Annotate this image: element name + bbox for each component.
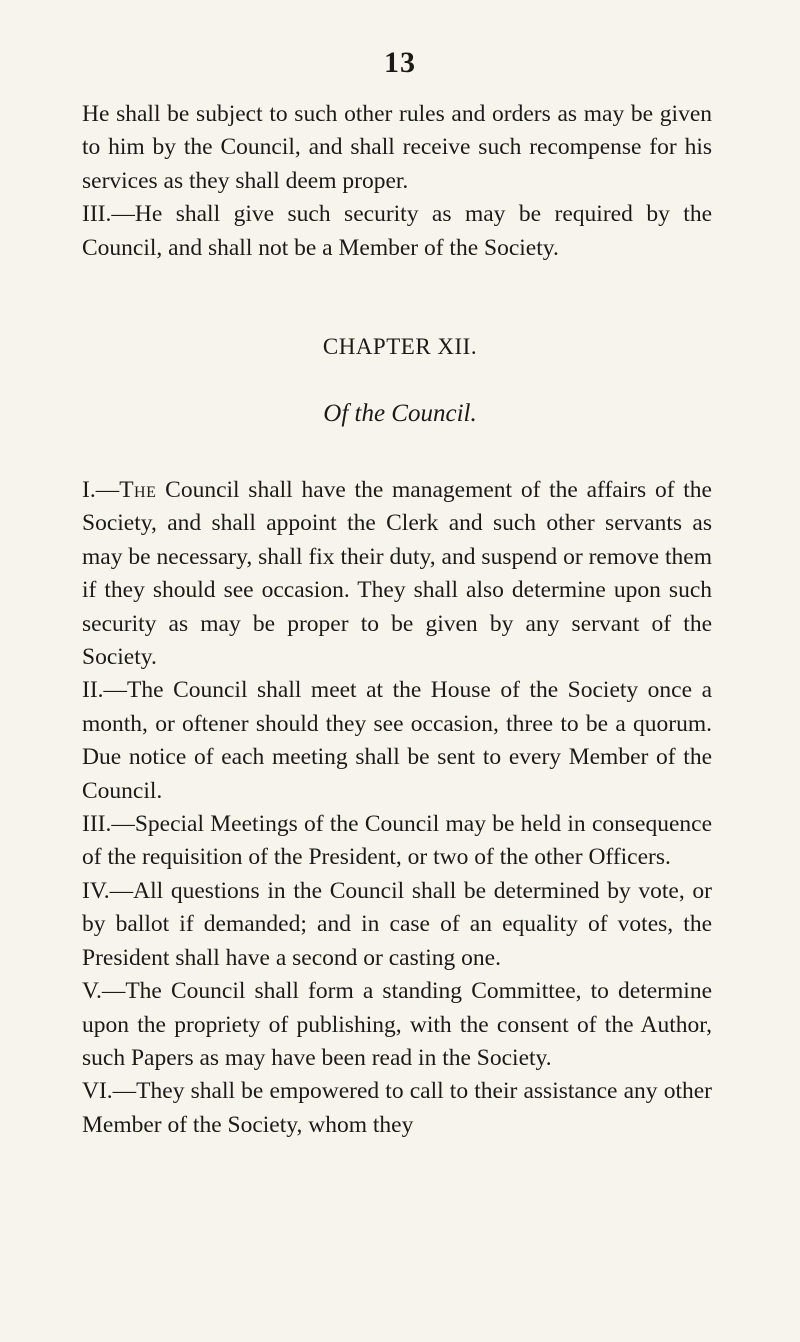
chapter-body <box>82 474 712 1142</box>
section-iv: IV.—All questions in the Council shall be determined by vote, or by ballot if demanded; and in case of an equality of votes, the President shall have a second or casting one. <box>82 877 712 971</box>
section-i <box>82 474 712 674</box>
section-v: V.—The Council shall form a standing Committee, to determine upon the propriety of publishing, with the consent of the Author, such Papers as may have been read in the Society. <box>82 978 712 1071</box>
chapter-heading: CHAPTER XII. <box>322 334 478 359</box>
paragraph-continuation: He shall be subject to such other rules and orders as may be given to him by the Council, and shall receive such recompense for his services as they shall deem proper. <box>82 101 712 194</box>
section-ii: II.—The Council shall meet at the House of the Society once a month, or oftener should they see occasion, three to be a quorum. Due notice of each meeting shall be sent to every Member of the Council. <box>82 677 712 804</box>
continued-text-block <box>82 98 712 265</box>
section-i-text: Council shall have the management of the affairs of the Society, and shall appoint the Clerk and such other servants as may be necessary, shall fix their duty, and suspend or remove them if they should see occasion. They shall also determine upon such security as may be proper to be given by any servant of the Society. <box>82 477 712 671</box>
section-iii: III.—Special Meetings of the Council may be held in consequence of the requisition of the President, or two of the other Officers. <box>82 811 712 871</box>
section-i-number: I.— <box>82 477 120 503</box>
section-i-smallcaps: The <box>119 477 157 503</box>
chapter-subtitle <box>0 400 800 428</box>
chapter-subtitle-rest: the Council. <box>348 400 477 427</box>
section-vi: VI.—They shall be empowered to call to their assistance any other Member of the Society, whom they <box>82 1078 712 1138</box>
paragraph-section-iii: III.—He shall give such security as may be required by the Council, and shall not be a Member of the Society. <box>82 201 712 261</box>
page-number: 13 <box>384 46 416 79</box>
chapter-subtitle-prefix: Of <box>323 400 349 427</box>
